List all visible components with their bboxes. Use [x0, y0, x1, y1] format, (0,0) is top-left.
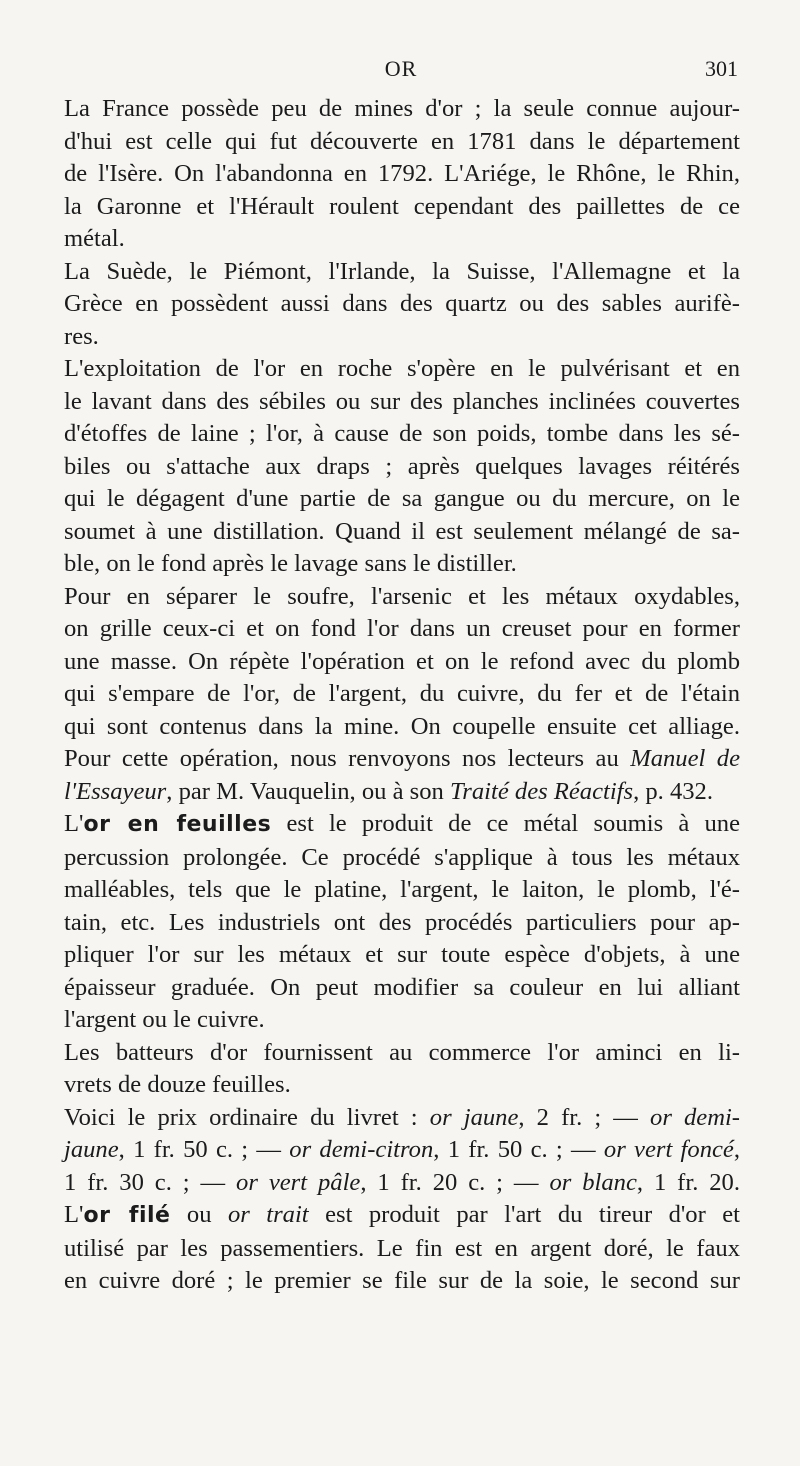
text-run: L'	[64, 1201, 84, 1228]
book-title: Traité des Réactifs	[449, 777, 634, 805]
text-line: le lavant dans des sébiles ou sur des planches inclinées couvertes	[64, 387, 740, 415]
text-run: , 2 fr. ; —	[518, 1103, 651, 1131]
text-line: en cuivre doré ; le premier se file sur de la soie, le second sur	[64, 1267, 740, 1294]
text-line	[64, 1102, 740, 1135]
entry-term-italic: or trait	[227, 1201, 309, 1228]
paragraph	[64, 1102, 740, 1200]
text-line: l'argent ou le cuivre.	[64, 1006, 265, 1033]
text-line: une masse. On répète l'opération et on le refond avec du plomb	[64, 647, 740, 675]
text-line: La Suède, le Piémont, l'Irlande, la Suisse, l'Allemagne et la	[64, 257, 740, 285]
text-line	[64, 776, 740, 809]
page-number: 301	[705, 56, 738, 81]
text-line: qui le dégagent d'une partie de sa gangue ou du mercure, on le	[64, 485, 740, 512]
text-run: , 1 fr. 50 c. ; —	[118, 1136, 290, 1163]
text-run: , p. 432.	[633, 777, 713, 805]
text-line: biles ou s'attache aux draps ; après quelques lavages réitérés	[64, 452, 740, 480]
price-item: jaune	[64, 1136, 119, 1163]
text-run: , par M. Vauquelin, ou à son	[166, 777, 444, 805]
price-item: or demi-citron	[289, 1136, 434, 1163]
text-line: métal.	[64, 225, 125, 252]
text-run: Pour cette opération, nous renvoyons nos lecteurs au	[64, 745, 619, 772]
text-line: percussion prolongée. Ce procédé s'applique à tous les métaux	[64, 843, 740, 871]
text-line: pliquer l'or sur les métaux et sur toute espèce d'objets, à une	[64, 941, 740, 968]
text-line: tain, etc. Les industriels ont des procédés particuliers pour ap-	[64, 908, 740, 936]
text-line	[64, 1167, 740, 1200]
paragraph	[64, 1037, 740, 1102]
text-line: ble, on le fond après le lavage sans le distiller.	[64, 550, 517, 577]
entry-term: or filé	[83, 1203, 171, 1228]
text-run: Voici le prix ordinaire du livret :	[64, 1103, 418, 1131]
text-run: 1 fr. 30 c. ; —	[64, 1168, 237, 1196]
header-title: OR	[384, 56, 418, 81]
paragraph	[64, 808, 740, 1037]
paragraph	[64, 1199, 740, 1298]
text-line: de l'Isère. On l'abandonna en 1792. L'Ariége, le Rhône, le Rhin,	[64, 160, 740, 187]
text-run: ,	[733, 1136, 740, 1163]
text-line: malléables, tels que le platine, l'argent, le laiton, le plomb, l'é-	[64, 876, 740, 903]
book-title: Manuel de	[630, 745, 740, 772]
text-run: L'	[64, 810, 84, 837]
text-run: , 1 fr. 20 c. ; —	[360, 1168, 550, 1196]
text-line: utilisé par les passementiers. Le fin est en argent doré, le faux	[64, 1234, 740, 1262]
price-item: or jaune	[429, 1103, 519, 1131]
price-item: or blanc	[549, 1168, 637, 1196]
text-run: est le produit de ce métal soumis à une	[271, 810, 740, 837]
text-line: Grèce en possèdent aussi dans des quartz ou des sables aurifè-	[64, 290, 740, 317]
text-line	[64, 808, 740, 842]
paragraph	[64, 256, 740, 354]
text-line: soumet à une distillation. Quand il est seulement mélangé de sa-	[64, 517, 740, 545]
text-line: épaisseur graduée. On peut modifier sa couleur en lui alliant	[64, 973, 740, 1001]
text-line: Pour en séparer le soufre, l'arsenic et les métaux oxydables,	[64, 582, 740, 610]
price-item: or vert foncé	[603, 1136, 734, 1163]
paragraph	[64, 93, 740, 256]
text-line: d'étoffes de laine ; l'or, à cause de son poids, tombe dans les sé-	[64, 420, 740, 447]
book-title: l'Essayeur	[64, 777, 167, 805]
text-run: ou	[170, 1201, 228, 1228]
text-line: vrets de douze feuilles.	[64, 1071, 291, 1098]
text-line: d'hui est celle qui fut découverte en 1781 dans le département	[64, 127, 740, 155]
body-text	[64, 93, 740, 1298]
text-line: L'exploitation de l'or en roche s'opère en le pulvérisant et en	[64, 355, 740, 382]
running-header	[64, 56, 738, 90]
text-run: , 1 fr. 50 c. ; —	[433, 1136, 604, 1163]
text-line: res.	[64, 322, 99, 350]
text-line	[64, 743, 740, 776]
price-item: or vert pâle	[236, 1168, 361, 1196]
text-line	[64, 1199, 740, 1233]
entry-term: or en feuilles	[83, 812, 272, 837]
text-line: Les batteurs d'or fournissent au commerce l'or aminci en li-	[64, 1038, 740, 1066]
paragraph	[64, 581, 740, 809]
text-line: la Garonne et l'Hérault roulent cependant des paillettes de ce	[64, 192, 740, 220]
text-line: on grille ceux-ci et on fond l'or dans un creuset pour en former	[64, 615, 740, 642]
text-line: La France possède peu de mines d'or ; la seule connue aujour-	[64, 95, 740, 122]
text-run: est produit par l'art du tireur d'or et	[308, 1201, 740, 1228]
price-item: or demi-	[650, 1103, 740, 1131]
text-line: qui sont contenus dans la mine. On coupelle ensuite cet alliage.	[64, 712, 740, 740]
text-line	[64, 1134, 740, 1167]
paragraph	[64, 353, 740, 581]
text-line: qui s'empare de l'or, de l'argent, du cuivre, du fer et de l'étain	[64, 680, 740, 707]
text-run: , 1 fr. 20.	[636, 1168, 740, 1196]
